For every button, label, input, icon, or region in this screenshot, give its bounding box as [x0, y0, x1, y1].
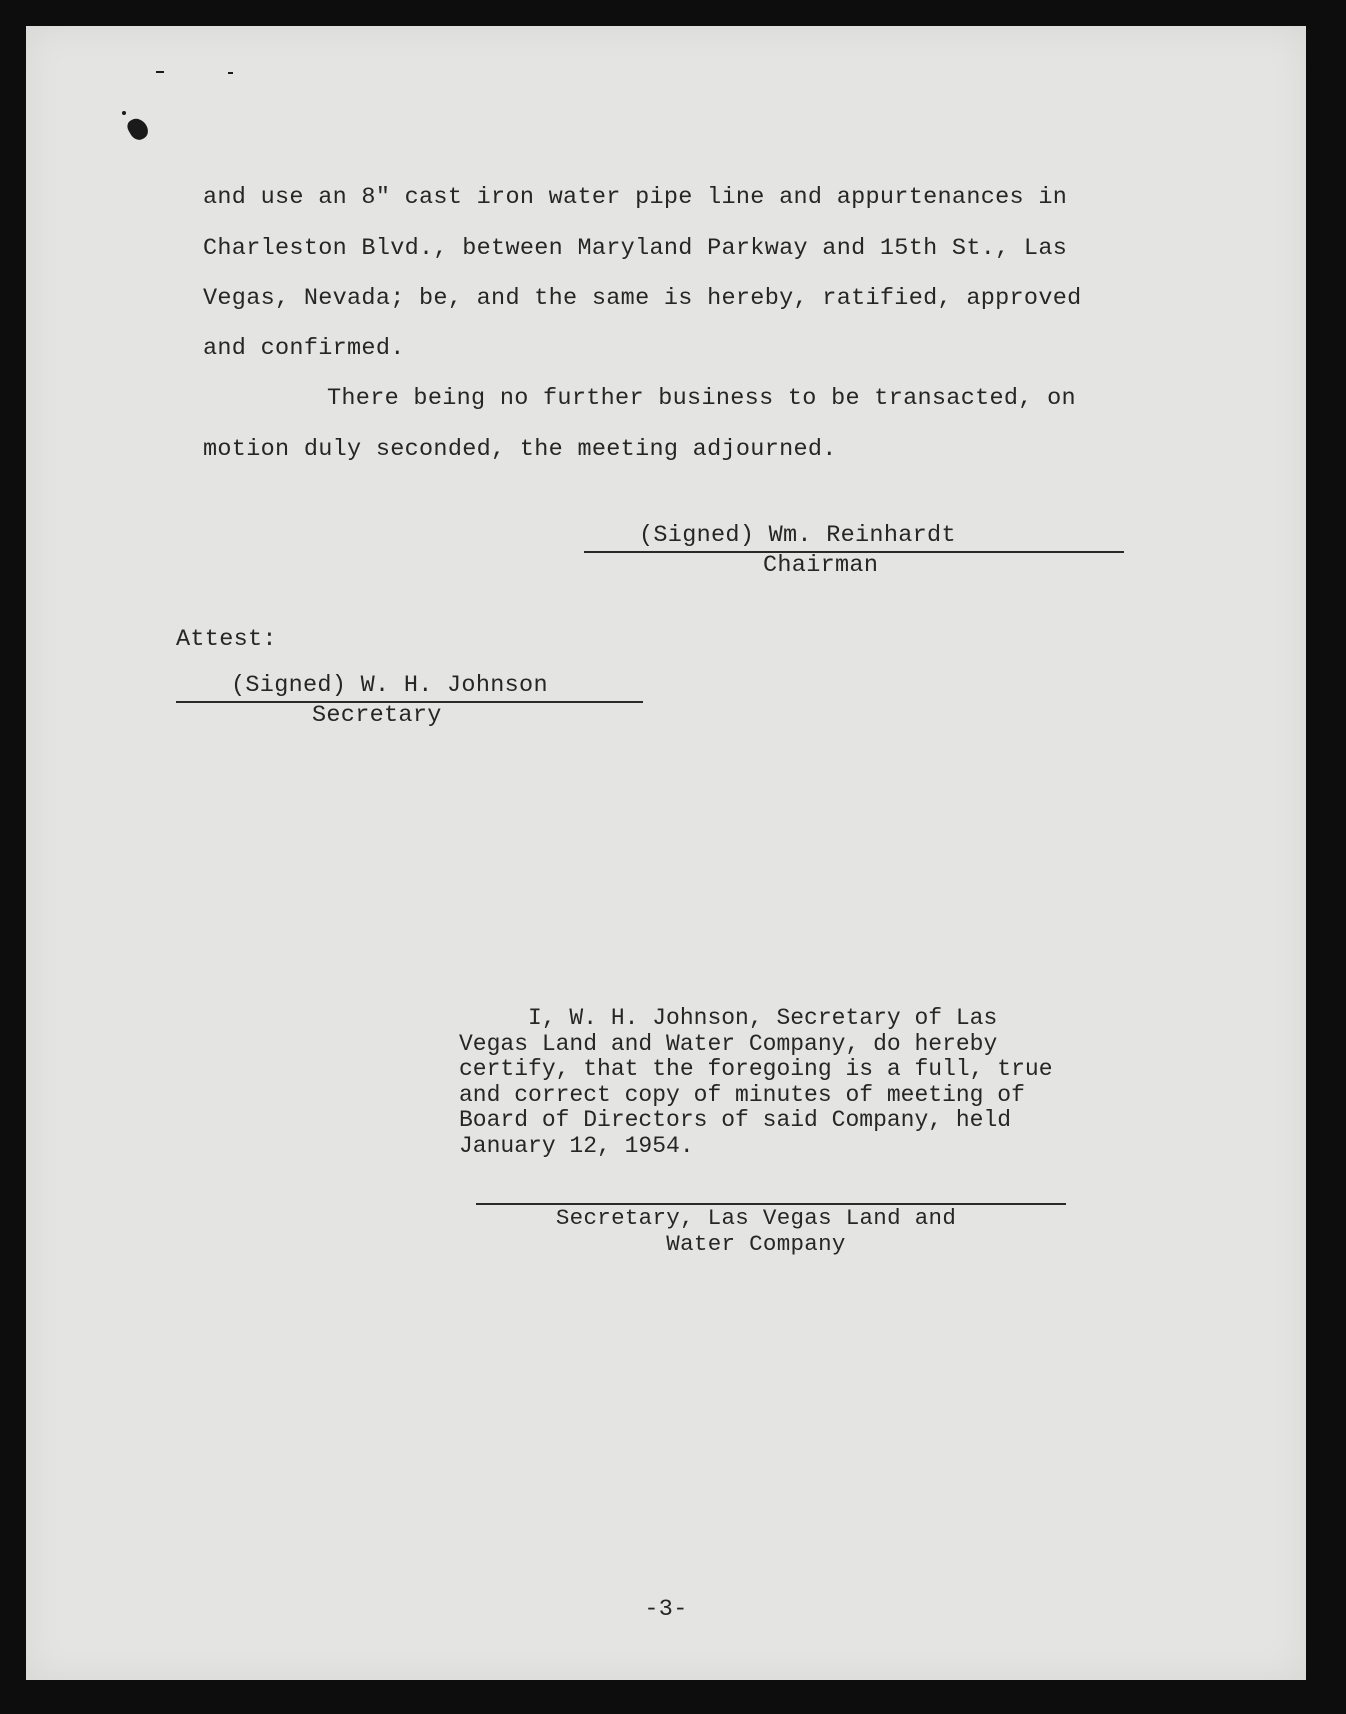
body-line-2: Charleston Blvd., between Maryland Parkway and 15th St., Las	[203, 235, 1068, 262]
ink-mark-dash-2	[228, 72, 233, 74]
body-line-4: and confirmed.	[203, 335, 405, 362]
body-line-1: and use an 8" cast iron water pipe line and appurtenances in	[203, 184, 1068, 211]
certificate-line-4: and correct copy of minutes of meeting of	[459, 1081, 1025, 1108]
certificate-paragraph	[459, 1006, 1119, 1159]
staple-hole-mark	[125, 115, 152, 143]
ink-mark-speck	[122, 111, 126, 115]
certificate-line-6: January 12, 1954.	[459, 1132, 694, 1159]
body-line-6: motion duly seconded, the meeting adjourned.	[203, 436, 837, 463]
document-page	[26, 26, 1306, 1680]
page-number: -3-	[644, 1596, 688, 1623]
attest-title: Secretary	[312, 702, 442, 729]
attest-signed: (Signed) W. H. Johnson	[231, 672, 548, 699]
chairman-signed: (Signed) Wm. Reinhardt	[639, 522, 956, 549]
certificate-line-3: certify, that the foregoing is a full, true	[459, 1056, 1053, 1082]
attest-label: Attest:	[176, 626, 277, 653]
body-line-3: Vegas, Nevada; be, and the same is hereby, ratified, approved	[203, 285, 1082, 312]
ink-mark-dash	[156, 71, 164, 73]
chairman-title: Chairman	[763, 552, 879, 579]
certificate-signature-line-1: Secretary, Las Vegas Land and	[555, 1205, 957, 1231]
certificate-line-1: I, W. H. Johnson, Secretary of Las	[459, 1005, 998, 1031]
body-line-5: There being no further business to be transacted, on	[327, 385, 1076, 412]
certificate-line-2: Vegas Land and Water Company, do hereby	[459, 1030, 998, 1057]
certificate-line-5: Board of Directors of said Company, held	[459, 1107, 1012, 1133]
certificate-signature-line-2: Water Company	[666, 1231, 846, 1257]
